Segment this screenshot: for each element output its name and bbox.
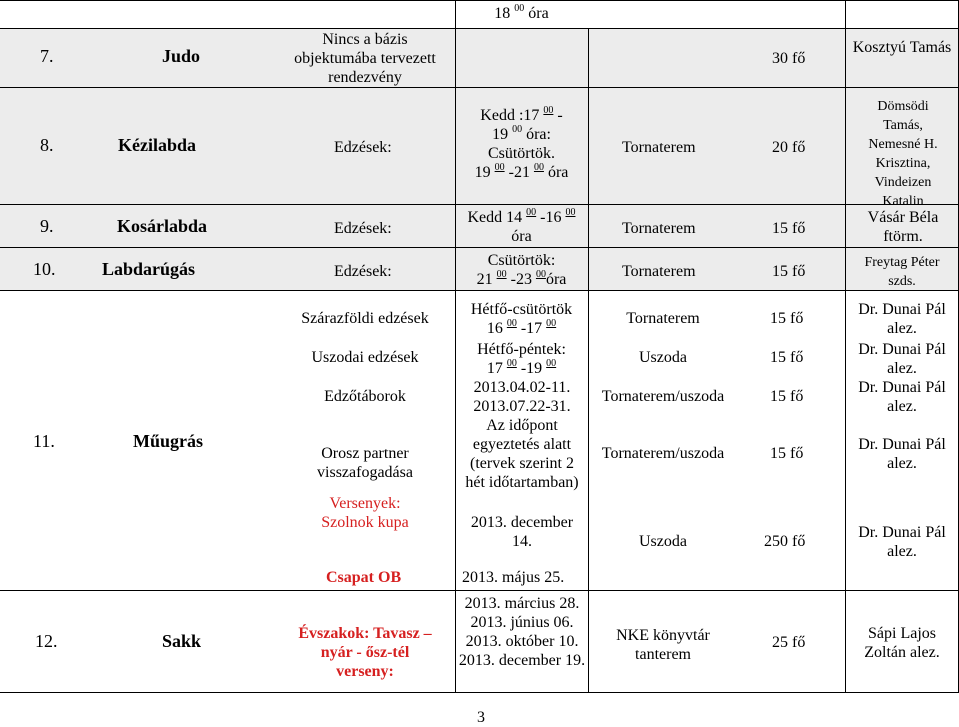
participant-count: 20 fő: [772, 139, 806, 156]
venue: Uszoda: [639, 349, 687, 366]
venue: Tornaterem: [622, 139, 696, 156]
venue: Tornaterem: [622, 220, 696, 237]
schedule-time: 2013. március 28. 2013. június 06. 2013. október 10. 2013. december 19.: [458, 595, 586, 669]
schedule-time: Kedd :17 $^{00}$ - 19 $^{00}$ óra: Csütörtök. 19 $^{00}$ -21 $^{00}$ óra: [474, 105, 569, 181]
sport-name: Judo: [162, 46, 201, 66]
activity-desc: Edzések:: [334, 263, 392, 280]
activity-desc: Edzések:: [334, 220, 392, 237]
schedule-time: Csütörtök: 21 $^{00}$ -23 $^{00}$óra: [476, 252, 567, 288]
participant-count: 25 fő: [772, 634, 806, 651]
table-line: [0, 87, 959, 88]
venue: Tornaterem/uszoda: [601, 388, 725, 405]
sport-name: Kézilabda: [118, 135, 197, 155]
responsible-person: Dömsödi Tamás, Nemesné H. Krisztina, Vindeizen Katalin: [868, 99, 938, 209]
responsible-person: Dr. Dunai Pál alez.: [858, 436, 946, 472]
participant-count: 15 fő: [772, 263, 806, 280]
responsible-person: Vásár Béla ftörm.: [867, 209, 939, 245]
activity-desc: Edzések:: [334, 139, 392, 156]
header-time: 18 $^{00}$ óra: [494, 3, 549, 22]
schedule-time: 2013. december 14.: [470, 514, 574, 550]
schedule-time: Hétfő-csütörtök 16 $^{00}$ -17 $^{00}$: [470, 301, 573, 337]
table-line: [0, 28, 959, 29]
table-line: [0, 590, 959, 591]
table-line: [0, 692, 959, 693]
participant-count: 15 fő: [772, 220, 806, 237]
schedule-time: Az időpont egyeztetés alatt (tervek szerint 2 hét időtartamban): [465, 417, 579, 491]
responsible-person: Dr. Dunai Pál alez.: [858, 301, 946, 337]
sport-name: Labdarúgás: [102, 259, 196, 279]
row-number: 11.: [33, 431, 55, 451]
activity-desc: Orosz partner visszafogadása: [317, 445, 413, 481]
participant-count: 15 fő: [770, 349, 804, 366]
schedule-time: 2013. május 25.: [462, 569, 565, 586]
responsible-person: Dr. Dunai Pál alez.: [858, 341, 946, 377]
activity-desc: Uszodai edzések: [311, 349, 419, 366]
activity-desc: Edzőtáborok: [324, 388, 406, 405]
competition-label: Versenyek:: [329, 495, 401, 512]
responsible-person: Freytag Péter szds.: [864, 255, 940, 289]
row-number: 8.: [40, 135, 54, 155]
venue: NKE könyvtár tanterem: [616, 627, 710, 663]
venue: Tornaterem: [622, 263, 696, 280]
sport-name: Sakk: [162, 631, 202, 651]
participant-count: 30 fő: [772, 50, 806, 67]
table-line: [0, 0, 959, 1]
participant-count: 15 fő: [770, 310, 804, 327]
row-number: 10.: [33, 259, 56, 279]
activity-desc: Szárazföldi edzések: [301, 310, 429, 327]
table-line: [0, 290, 959, 291]
table-line: [0, 204, 959, 205]
competition-name: Szolnok kupa: [321, 514, 409, 531]
row-number: 12.: [35, 631, 58, 651]
responsible-person: Dr. Dunai Pál alez.: [858, 379, 946, 415]
participant-count: 250 fő: [764, 533, 806, 550]
activity-desc: Évszakok: Tavasz – nyár - ősz-tél verseny:: [298, 625, 432, 680]
venue: Tornaterem/uszoda: [601, 445, 725, 462]
sport-name: Kosárlabda: [117, 216, 208, 236]
page-number: 3: [477, 709, 485, 726]
table-line: [0, 247, 959, 248]
row-number: 7.: [40, 46, 54, 66]
schedule-time: Kedd 14 $^{00}$ -16 $^{00}$ óra: [467, 207, 576, 245]
participant-count: 15 fő: [770, 445, 804, 462]
venue: Uszoda: [639, 533, 687, 550]
activity-desc: Nincs a bázis objektumába tervezett rendezvény: [294, 31, 436, 86]
schedule-time: Hétfő-péntek: 17 $^{00}$ -19 $^{00}$: [477, 341, 566, 377]
venue: Tornaterem: [626, 310, 700, 327]
responsible-person: Sápi Lajos Zoltán alez.: [864, 625, 940, 661]
row-number: 9.: [40, 216, 54, 236]
participant-count: 15 fő: [770, 388, 804, 405]
competition-name: Csapat OB: [326, 569, 402, 586]
responsible-person: Dr. Dunai Pál alez.: [858, 524, 946, 560]
schedule-time: 2013.04.02-11. 2013.07.22-31.: [473, 379, 571, 415]
responsible-person: Kosztyú Tamás: [852, 39, 952, 56]
sport-name: Műugrás: [133, 431, 204, 451]
table-line: [845, 0, 846, 692]
